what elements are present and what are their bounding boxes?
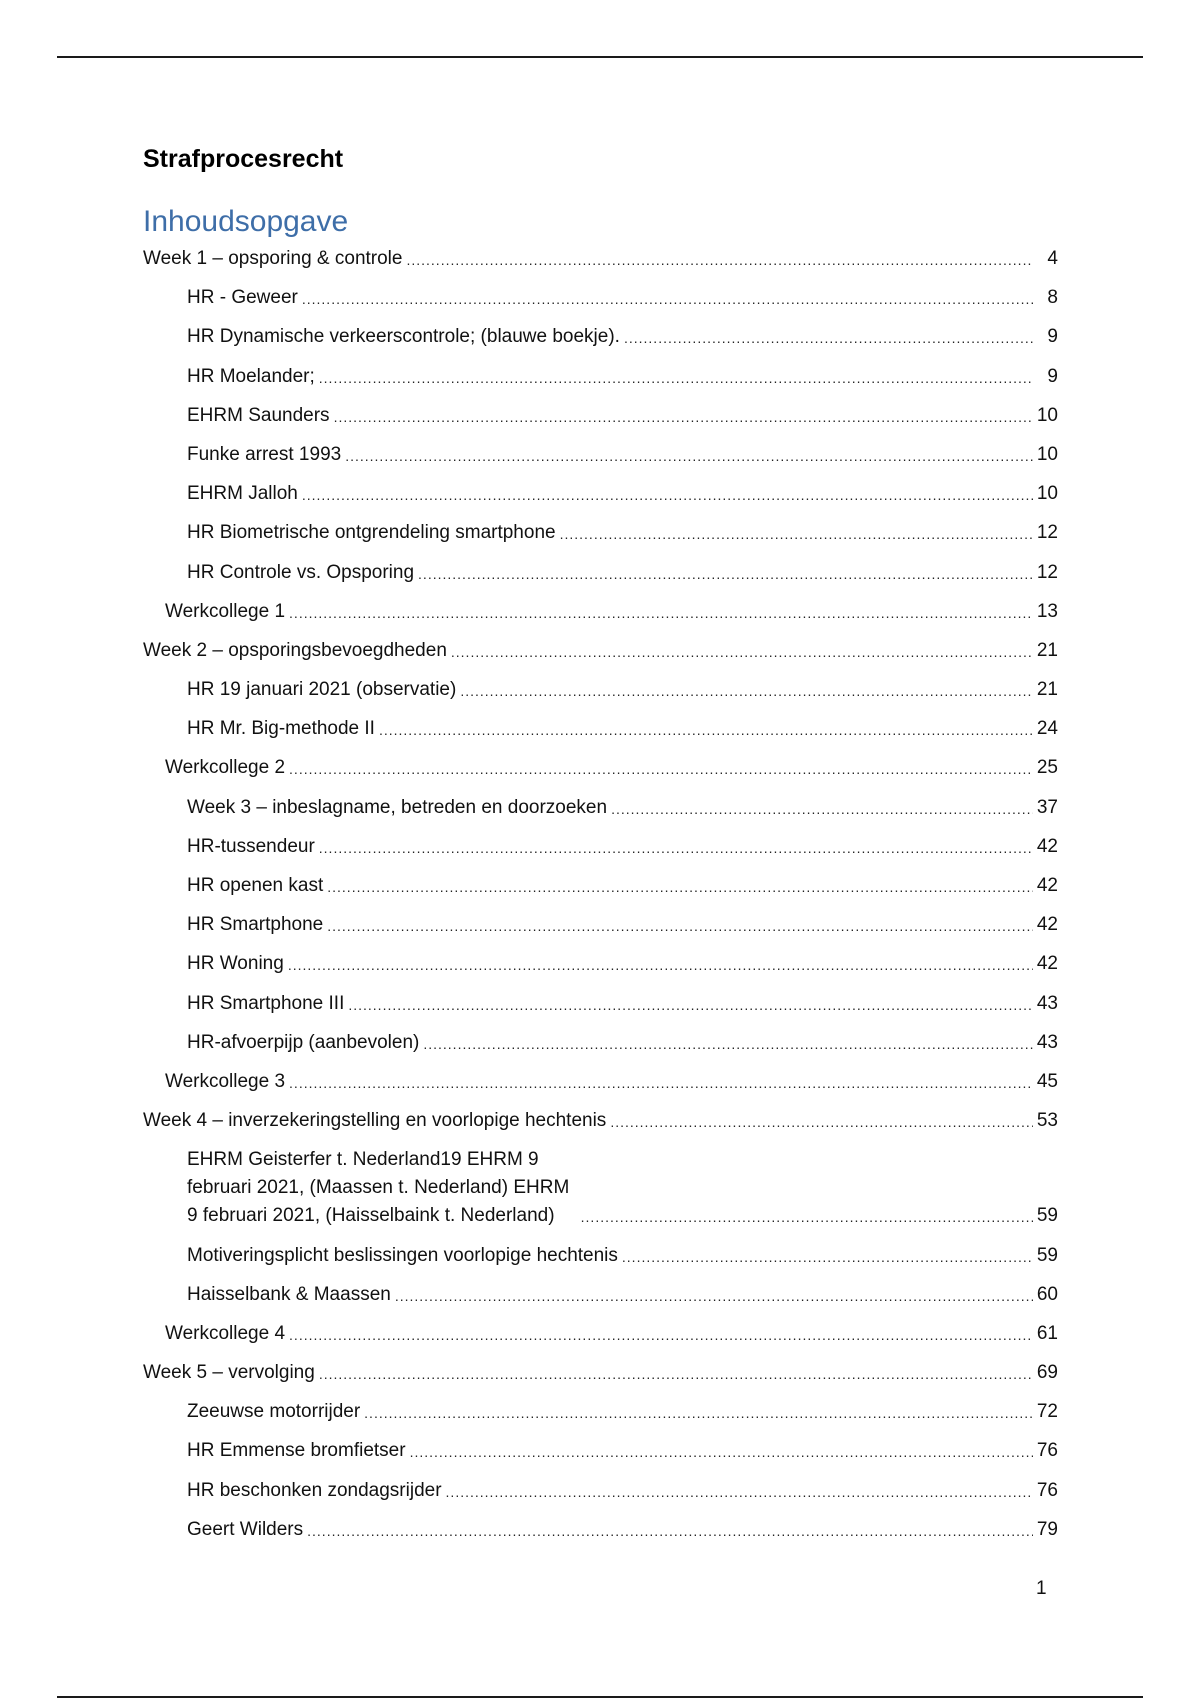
toc-entry-page[interactable]: 12 (1036, 561, 1058, 583)
toc-entry-label[interactable]: Motiveringsplicht beslissingen voorlopige hechtenis (187, 1244, 618, 1266)
toc-entry-page[interactable]: 42 (1036, 875, 1058, 896)
toc-entry-page[interactable]: 79 (1036, 1518, 1058, 1540)
toc-entry-page[interactable]: 21 (1036, 639, 1058, 661)
toc-dot-leader (611, 802, 1033, 816)
toc-dot-leader (327, 919, 1033, 933)
toc-entry-page[interactable]: 72 (1036, 1401, 1058, 1423)
toc-entry[interactable] (143, 1398, 1058, 1426)
toc-entry-page[interactable]: 76 (1036, 1479, 1058, 1501)
toc-entry-label[interactable]: Werkcollege 3 (165, 1070, 286, 1092)
toc-heading: Inhoudsopgave (143, 205, 349, 238)
toc-entry-label[interactable]: HR openen kast (187, 875, 324, 896)
toc-entry-page[interactable]: 9 (1047, 365, 1058, 387)
toc-dot-leader (345, 449, 1033, 463)
toc-entry-page[interactable]: 12 (1036, 522, 1058, 544)
toc-entry[interactable] (143, 363, 1058, 391)
toc-entry-label[interactable]: HR-tussendeur (187, 835, 315, 857)
toc-entry-label[interactable]: HR Emmense bromfietser (187, 1440, 406, 1462)
toc-entry[interactable] (143, 402, 1058, 430)
toc-entry-label[interactable]: HR Mr. Big-methode II (187, 718, 375, 740)
toc-dot-leader (622, 1250, 1033, 1264)
toc-entry-label[interactable]: Week 2 – opsporingsbevoegdheden (143, 639, 447, 661)
toc-dot-leader (289, 1076, 1033, 1090)
toc-entry[interactable] (143, 323, 1058, 351)
toc-entry[interactable] (143, 1320, 1058, 1348)
toc-entry-page[interactable]: 76 (1036, 1440, 1058, 1462)
toc-entry-label[interactable]: Geert Wilders (187, 1518, 304, 1540)
toc-dot-leader (410, 1445, 1033, 1459)
toc-dot-leader (289, 606, 1033, 620)
toc-entry-page[interactable]: 13 (1036, 600, 1058, 622)
toc-entry-label[interactable]: HR - Geweer (187, 287, 298, 309)
toc-entry[interactable] (143, 754, 1058, 782)
toc-entry[interactable] (143, 715, 1058, 743)
toc-entry[interactable] (143, 441, 1058, 469)
toc-entry-page[interactable]: 24 (1036, 718, 1058, 740)
header-rule (57, 56, 1143, 58)
toc-entry-page[interactable]: 60 (1036, 1283, 1058, 1305)
toc-dot-leader (418, 567, 1033, 581)
document-title: Strafprocesrecht (143, 145, 344, 173)
toc-entry-label[interactable]: Week 4 – inverzekeringstelling en voorlopige hechtenis (143, 1110, 607, 1132)
toc-entry-page[interactable]: 43 (1036, 992, 1058, 1014)
toc-entry-label[interactable]: HR Moelander; (187, 365, 315, 387)
toc-dot-leader (288, 958, 1033, 972)
toc-dot-leader (610, 1115, 1033, 1129)
toc-dot-leader (348, 998, 1033, 1012)
toc-entry-page[interactable]: 59 (1036, 1244, 1058, 1266)
toc-entry[interactable] (143, 1068, 1058, 1096)
toc-entry-label[interactable]: Zeeuwse motorrijder (187, 1401, 361, 1423)
toc-dot-leader (334, 410, 1033, 424)
toc-dot-leader (302, 292, 1033, 306)
toc-dot-leader (319, 841, 1033, 855)
toc-entry-label[interactable]: HR beschonken zondagsrijder (187, 1479, 442, 1501)
toc-entry[interactable] (143, 637, 1058, 665)
toc-entry-label[interactable]: HR Smartphone (187, 914, 324, 936)
toc-entry-label[interactable]: Week 1 – opsporing & controle (143, 248, 403, 269)
toc-entry[interactable] (143, 833, 1058, 861)
toc-dot-leader (364, 1406, 1033, 1420)
toc-entry[interactable] (143, 872, 1058, 900)
toc-entry[interactable] (143, 1281, 1058, 1309)
toc-entry[interactable] (143, 990, 1058, 1018)
toc-dot-leader (460, 684, 1033, 698)
toc-entry-label[interactable]: HR Controle vs. Opsporing (187, 561, 415, 583)
toc-entry-label[interactable]: HR Dynamische verkeerscontrole; (blauwe boekje). (187, 326, 620, 348)
toc-entry-label[interactable]: HR Woning (187, 953, 284, 975)
toc-entry[interactable] (143, 1516, 1058, 1544)
toc-entry-page[interactable]: 45 (1036, 1070, 1058, 1092)
toc-entry-page[interactable]: 21 (1036, 679, 1058, 701)
toc-entry[interactable] (143, 1477, 1058, 1505)
toc-entry-label[interactable]: Haisselbank & Maassen (187, 1283, 391, 1305)
toc-entry-page[interactable]: 42 (1036, 835, 1058, 857)
toc-entry-label[interactable]: EHRM Saunders (187, 404, 330, 426)
toc-dot-leader (395, 1289, 1033, 1303)
toc-entry[interactable] (143, 1242, 1058, 1270)
toc-dot-leader (406, 253, 1033, 267)
toc-entry-page[interactable]: 4 (1047, 248, 1058, 269)
toc-entry-page[interactable]: 43 (1036, 1031, 1058, 1053)
toc-entry-label[interactable]: Werkcollege 4 (165, 1322, 286, 1344)
toc-entry-label[interactable]: Week 5 – vervolging (143, 1362, 315, 1384)
toc-entry-label[interactable]: EHRM Geisterfer t. Nederland19 EHRM 9 februari 2021, (Maassen t. Nederland) EHRM 9 februari 2021, (Haisselbaink t. Nederland) (187, 1149, 570, 1227)
toc-entry-page[interactable]: 8 (1047, 287, 1058, 309)
toc-entry-page[interactable]: 53 (1036, 1110, 1058, 1132)
toc-entry-label[interactable]: EHRM Jalloh (187, 483, 298, 505)
toc-dot-leader (379, 723, 1033, 737)
toc-dot-leader (624, 331, 1033, 345)
toc-entry-page[interactable]: 42 (1036, 914, 1058, 936)
toc-dot-leader (560, 527, 1033, 541)
toc-dot-leader (302, 488, 1033, 502)
toc-entry[interactable] (143, 950, 1058, 978)
toc-entry-label[interactable]: Funke arrest 1993 (187, 443, 342, 465)
toc-entry-page[interactable]: 37 (1036, 796, 1058, 818)
toc-entry[interactable] (143, 911, 1058, 939)
toc-entry[interactable] (143, 1029, 1058, 1057)
toc-dot-leader (319, 371, 1033, 385)
toc-entry-page[interactable]: 61 (1036, 1322, 1058, 1344)
toc-dot-leader (319, 1367, 1033, 1381)
toc-entry-page[interactable]: 10 (1036, 443, 1058, 465)
toc-entry-page[interactable]: 42 (1036, 953, 1058, 975)
toc-dot-leader (289, 762, 1033, 776)
toc-entry-label[interactable]: HR 19 januari 2021 (observatie) (187, 679, 457, 701)
table-of-contents (143, 245, 1058, 1555)
toc-entry-page[interactable]: 69 (1036, 1362, 1058, 1384)
toc-dot-leader (289, 1328, 1033, 1342)
toc-entry-page[interactable]: 10 (1036, 404, 1058, 426)
toc-entry[interactable] (143, 794, 1058, 822)
footer-rule (57, 1696, 1143, 1698)
toc-entry-page[interactable]: 59 (1036, 1205, 1058, 1227)
toc-dot-leader (451, 645, 1033, 659)
toc-entry-label[interactable]: HR Smartphone III (187, 992, 345, 1014)
toc-entry[interactable] (143, 1107, 1058, 1135)
toc-dot-leader (307, 1524, 1033, 1538)
toc-entry-label[interactable]: Week 3 – inbeslagname, betreden en doorzoeken (187, 796, 608, 818)
toc-entry-page[interactable]: 10 (1036, 483, 1058, 505)
toc-entry[interactable] (143, 598, 1058, 626)
toc-entry-page[interactable]: 25 (1036, 757, 1058, 779)
toc-entry-label[interactable]: HR-afvoerpijp (aanbevolen) (187, 1031, 420, 1053)
toc-entry[interactable] (143, 676, 1058, 704)
page-number: 1 (1036, 1578, 1047, 1599)
toc-entry[interactable] (143, 1437, 1058, 1465)
toc-entry-label[interactable]: HR Biometrische ontgrendeling smartphone (187, 522, 556, 544)
toc-entry[interactable] (143, 559, 1058, 587)
toc-dot-leader (423, 1037, 1033, 1051)
toc-entry-label[interactable]: Werkcollege 1 (165, 600, 286, 622)
toc-dot-leader (446, 1485, 1033, 1499)
toc-entry[interactable] (143, 284, 1058, 312)
toc-dot-leader (581, 1210, 1033, 1224)
toc-entry[interactable] (143, 1359, 1058, 1387)
toc-entry-label[interactable]: Werkcollege 2 (165, 757, 286, 779)
toc-entry[interactable] (143, 480, 1058, 508)
toc-entry[interactable] (143, 1146, 1058, 1230)
toc-entry[interactable] (143, 519, 1058, 547)
toc-dot-leader (327, 880, 1033, 894)
toc-entry[interactable] (143, 245, 1058, 273)
toc-entry-page[interactable]: 9 (1047, 326, 1058, 348)
